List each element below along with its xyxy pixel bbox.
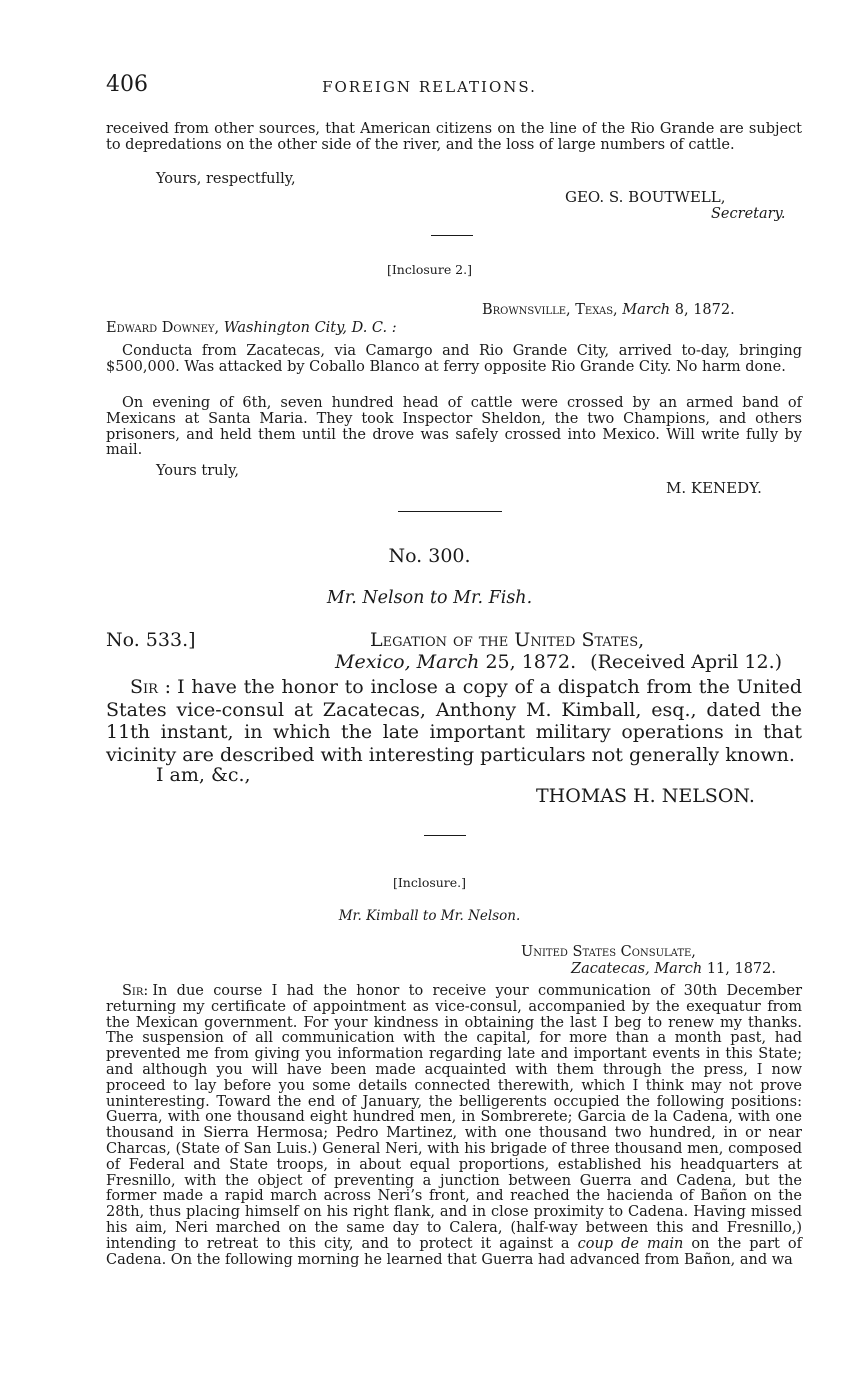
inclosure-2-heading: [Inclosure 2.] <box>386 262 472 277</box>
addressee-name: Edward Downey, <box>106 320 220 336</box>
document-number: No. 300. <box>388 545 471 567</box>
consulate-dateline <box>571 962 776 978</box>
letter-paragraph: received from other sources, that American citizens on the line of the Rio Grande are subject to depredations on the other side of the river, and the loss of large numbers of cattle. <box>106 121 802 153</box>
dispatch-closing: I am, &c., <box>156 764 251 786</box>
consulate-body <box>106 984 802 1268</box>
inclosure-title: Mr. Kimball to Mr. Nelson. <box>338 908 521 924</box>
dispatch-signature: THOMAS H. NELSON. <box>536 785 755 807</box>
major-rule <box>398 511 502 512</box>
dispatch-place-date: Mexico, March <box>335 651 480 673</box>
telegram-closing: Yours truly, <box>156 463 239 479</box>
telegram-dateline <box>482 303 735 319</box>
telegram-month: March <box>622 302 671 318</box>
telegram-place: Brownsville, Texas, <box>482 302 618 318</box>
telegram-signature: M. KENEDY. <box>666 479 762 497</box>
consulate-body-lead: In due course I had the honor to receive your communication of 30th December returning my certificate of appointment as vice-consul, accompanied by the exequatur from the Mexican government. For your kindness in obtaining the last I beg to renew my thanks. The suspension of all communication with the capital, for more than a month past, had prevented me from giving you information regarding late and important events in this State; and although you will have been made acquainted with them through the press, I now proceed to lay before you some details connected therewith, which I think may not prove uninteresting. Toward the end of January, the belligerents occupied the following positions: Guerra, with one thousand eight hundred men, in Sombrerete; Garcia de la Cadena, with one thousand in Sierra Hermosa; Pedro Martinez, with one thousand two hundred, in or near Charcas, (State of San Luis.) General Neri, with his brigade of three thousand men, composed of Federal and State troops, in about equal proportions, established his headquarters at Fresnillo, with the object of preventing a junction between Guerra and Cadena, but the former made a rapid march across Neri’s front, and reached the hacienda of Bañon on the 28th, thus placing himself on his right flank, and in close proximity to Cadena. Having missed his aim, Neri marched on the same day to Calera, (half-way between this and Fresnillo,) intending to retreat to this city, and to protect it against a <box>106 983 802 1252</box>
consulate-body-italic: coup de main <box>577 1235 684 1252</box>
document-title: Mr. Nelson to Mr. Fish. <box>326 588 533 608</box>
consulate-place-date: Zacatecas, March <box>571 961 703 977</box>
dispatch-salutation: Sir : <box>130 676 172 698</box>
consulate-salutation: Sir: <box>122 983 149 999</box>
dispatch-date: 25, 1872. <box>485 651 577 673</box>
inclosure-heading: [Inclosure.] <box>392 875 467 890</box>
consulate-heading: United States Consulate, <box>521 944 696 960</box>
running-title: FOREIGN RELATIONS. <box>322 78 537 96</box>
dispatch-body <box>106 676 802 766</box>
page-number: 406 <box>106 72 148 97</box>
telegram-date: 8, 1872. <box>674 302 735 318</box>
telegram-paragraph-1: Conducta from Zacatecas, via Camargo and Rio Grande City, arrived to-day, bringing $500,000. Was attacked by Coballo Blanco at ferry opposite Rio Grande City. No harm done. <box>106 343 802 375</box>
consulate-body-tail: on the part of Cadena. On the following morning he learned that Guerra had advanced from Bañon, and wa <box>106 1235 802 1268</box>
telegram-paragraph-2: On evening of 6th, seven hundred head of cattle were crossed by an armed band of Mexicans at Santa Maria. They took Inspector Sheldon, the two Champions, and others prisoners, and held them until the drove was safely crossed into Mexico. Will write fully by mail. <box>106 395 802 459</box>
section-rule <box>431 235 473 236</box>
dispatch-number: No. 533.] <box>106 629 196 651</box>
dispatch-dateline <box>335 651 782 673</box>
letter-signature: GEO. S. BOUTWELL, <box>565 188 726 206</box>
consulate-date: 11, 1872. <box>706 961 776 977</box>
telegram-addressee <box>106 321 397 337</box>
letter-signature-title: Secretary. <box>711 206 786 222</box>
dispatch-body-text: I have the honor to inclose a copy of a dispatch from the United States vice-consul at Zacatecas, Anthony M. Kimball, esq., dated the 11th instant, in which the late important military operations in that vicinity are described with interesting particulars not generally known. <box>106 676 802 766</box>
section-rule-2 <box>424 835 466 836</box>
addressee-place: Washington City, D. C. : <box>223 320 397 336</box>
legation-heading: Legation of the United States, <box>370 629 645 651</box>
dispatch-received: (Received April 12.) <box>590 651 783 673</box>
letter-closing: Yours, respectfully, <box>156 171 296 187</box>
